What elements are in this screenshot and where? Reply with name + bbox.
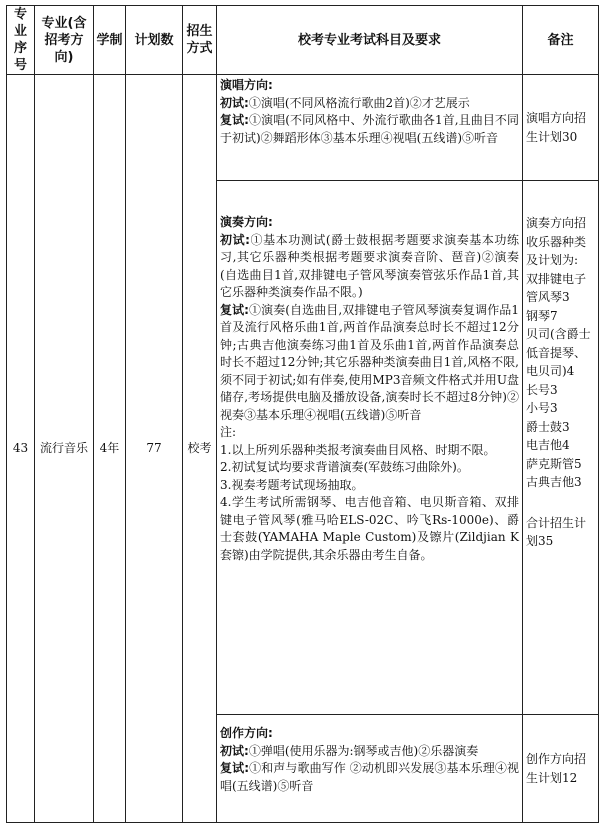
remark-line: 古典吉他3	[526, 475, 582, 489]
table-row	[7, 75, 599, 181]
remark-performance	[523, 181, 599, 715]
section-composition	[217, 715, 523, 823]
header-major: 专业(含招考方向)	[35, 6, 94, 75]
remark-line: 爵士鼓3	[526, 419, 570, 434]
note-item: 1.以上所列乐器种类报考演奏曲目风格、时期不限。	[220, 442, 496, 457]
remark-line: 长号3	[526, 382, 558, 397]
second-round-label: 复试:	[220, 113, 249, 127]
section-vocal	[217, 75, 523, 181]
first-round-text: ①演唱(不同风格流行歌曲2首)②才艺展示	[248, 95, 470, 110]
section-performance	[217, 181, 523, 715]
second-round-label: 复试:	[220, 761, 249, 775]
remark-line: 演唱方向招生计划30	[526, 111, 587, 144]
header-method: 招生方式	[183, 6, 217, 75]
remark-line: 钢琴7	[526, 308, 558, 323]
remark-line: 贝司(含爵士低音提琴、电贝司)4	[526, 327, 591, 378]
section-title: 创作方向:	[220, 726, 273, 740]
header-seq: 专业序号	[7, 6, 35, 75]
note-item: 3.视奏考题考试现场抽取。	[220, 477, 364, 492]
notes-title: 注:	[220, 425, 237, 439]
note-item: 2.初试复试均要求背谱演奏(军鼓练习曲除外)。	[220, 460, 469, 474]
header-subjects: 校考专业考试科目及要求	[217, 6, 523, 75]
remark-line: 萨克斯管5	[526, 456, 582, 471]
second-round-label: 复试:	[220, 302, 249, 317]
header-remarks: 备注	[523, 6, 599, 75]
header-plan: 计划数	[126, 6, 183, 75]
admission-table	[6, 5, 599, 823]
remark-composition	[523, 715, 599, 823]
first-round-text: ①基本功测试(爵士鼓根据考题要求演奏基本功练习,其它乐器种类根据考题要求演奏音阶、琶音)②演奏(自选曲目1首,双排键电子管风琴演奏管弦乐作品1首,其它乐器种类演奏作品不限。)	[220, 232, 519, 299]
second-round-text: ①和声与歌曲写作 ②动机即兴发展③基本乐理④视唱(五线谱)⑤听音	[220, 761, 519, 793]
header-row	[7, 6, 599, 75]
remark-line: 电吉他4	[526, 438, 570, 452]
first-round-label: 初试:	[220, 232, 250, 247]
header-duration: 学制	[94, 6, 126, 75]
second-round-text: ①演唱(不同风格中、外流行歌曲各1首,且曲目不同于初试)②舞蹈形体③基本乐理④视唱(五线谱)⑤听音	[220, 113, 519, 145]
cell-plan: 77	[126, 75, 183, 823]
section-title: 演唱方向:	[220, 78, 273, 92]
remark-vocal	[523, 75, 599, 181]
first-round-text: ①弹唱(使用乐器为:钢琴或吉他)②乐器演奏	[248, 743, 479, 758]
cell-duration: 4年	[94, 75, 126, 823]
cell-major: 流行音乐	[35, 75, 94, 823]
remark-line: 合计招生计划35	[526, 515, 587, 548]
first-round-label: 初试:	[220, 95, 249, 110]
note-item: 4.学生考试所需钢琴、电吉他音箱、电贝斯音箱、双排键电子管风琴(雅马哈ELS-02C、吟飞Rs-1000e)、爵士套鼓(YAMAHA Maple Custom)及镲片(Zildjian K套镲)由学院提供,其余乐器由考生自备。	[220, 495, 519, 562]
cell-seq: 43	[7, 75, 35, 823]
section-title: 演奏方向:	[220, 215, 273, 229]
remark-line: 演奏方向招收乐器种类及计划为:	[526, 216, 587, 267]
cell-method: 校考	[183, 75, 217, 823]
remark-line: 双排键电子管风琴3	[526, 271, 587, 304]
remark-line: 小号3	[526, 401, 558, 415]
first-round-label: 初试:	[220, 743, 249, 758]
remark-line: 创作方向招生计划12	[526, 752, 587, 785]
second-round-text: ①演奏(自选曲目,双排键电子管风琴演奏复调作品1首及流行风格乐曲1首,两首作品演奏总时长不超过12分钟;古典吉他演奏练习曲1首及乐曲1首,两首作品演奏总时长不超过12分钟;其它乐器种类演奏曲目1首,风格不限,须不同于初试;如有伴奏,使用MP3音频文件格式并用U盘储存,考场提供电脑及播放设备,演奏时长不超过8分钟)②视奏③基本乐理④视唱(五线谱)⑤听音	[220, 302, 519, 422]
